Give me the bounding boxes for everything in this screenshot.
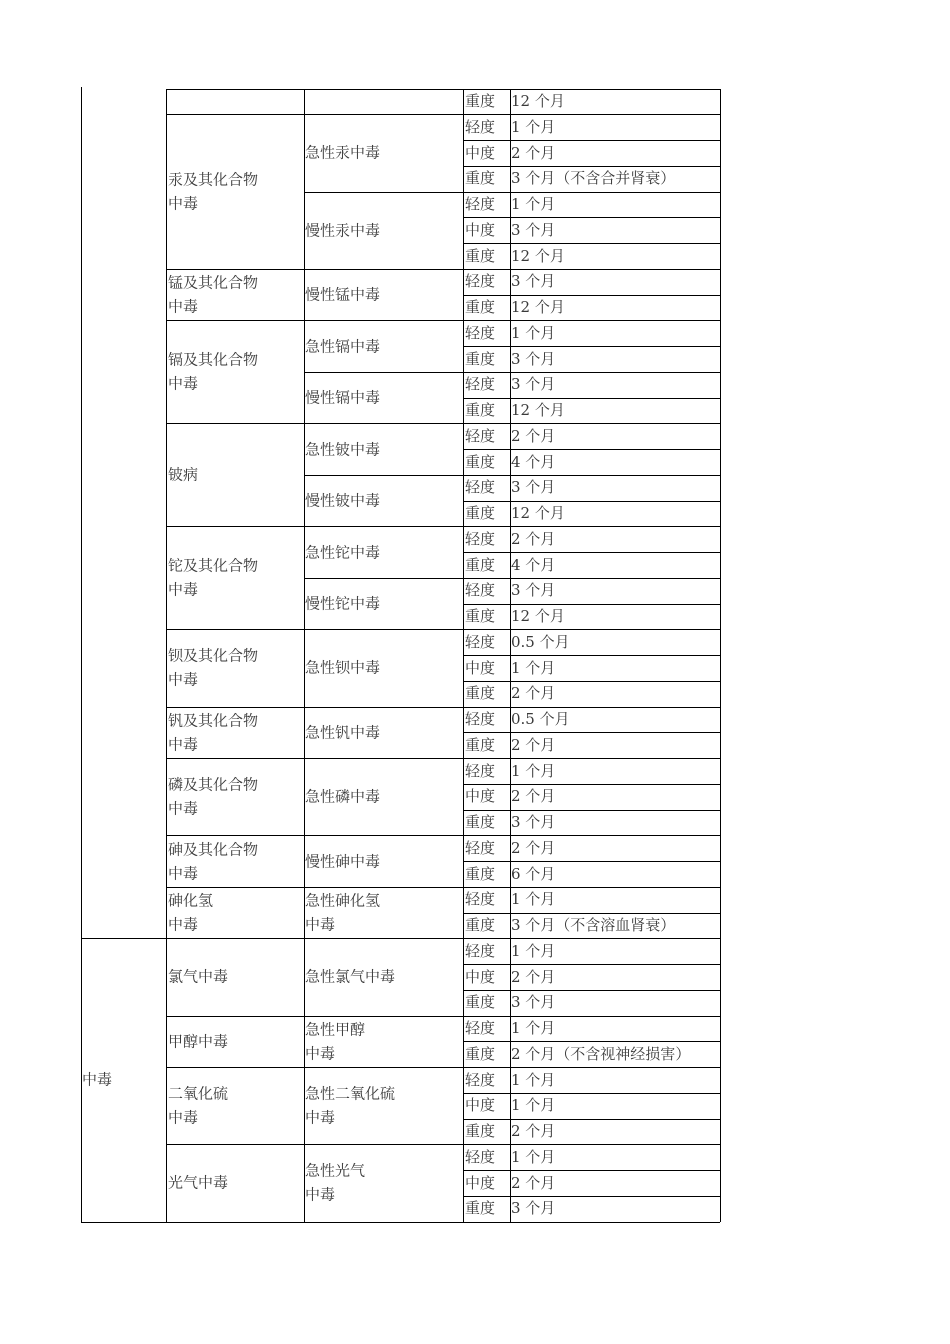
degree-cell: 轻度: [465, 941, 496, 960]
disease-name-cell: 慢性铊中毒: [305, 594, 381, 613]
substance-name-cell: 二氧化硫: [168, 1084, 229, 1103]
degree-cell: 轻度: [465, 426, 496, 445]
table-bottom-border: [81, 1222, 720, 1223]
degree-cell: 重度: [465, 1044, 496, 1063]
substance-name-cell: 中毒: [168, 915, 199, 934]
duration-cell: 12 个月: [511, 92, 565, 110]
degree-cell: 重度: [465, 864, 496, 883]
row-divider: [463, 758, 720, 759]
substance-name-cell: 中毒: [168, 1108, 199, 1127]
disease-divider: [304, 707, 463, 708]
degree-cell: 重度: [465, 813, 496, 831]
disease-name-cell: 急性镉中毒: [305, 337, 381, 355]
row-divider: [463, 243, 720, 244]
degree-cell: 轻度: [465, 890, 496, 909]
disease-divider: [304, 475, 463, 476]
row-divider: [463, 552, 720, 553]
substance-name-cell: 砷及其化合物: [168, 840, 259, 858]
degree-cell: 中度: [465, 967, 496, 986]
substance-name-cell: 钒及其化合物: [168, 711, 259, 730]
row-divider: [463, 1196, 720, 1197]
duration-cell: 4 个月: [511, 555, 556, 574]
duration-cell: 2 个月: [511, 529, 556, 548]
duration-cell: 3 个月: [511, 349, 556, 368]
row-divider: [463, 861, 720, 862]
substance-name-cell: 中毒: [168, 670, 199, 689]
row-divider: [463, 1144, 720, 1145]
row-divider: [463, 1093, 720, 1094]
duration-cell: 2 个月: [511, 684, 556, 703]
row-divider: [463, 526, 720, 527]
disease-divider: [304, 1067, 463, 1068]
row-divider: [463, 1119, 720, 1120]
substance-divider: [166, 1067, 304, 1068]
substance-divider: [166, 114, 304, 115]
disease-name-cell: 急性氯气中毒: [305, 967, 396, 986]
duration-cell: 1 个月: [511, 1070, 556, 1089]
substance-divider: [166, 526, 304, 527]
degree-cell: 中度: [465, 1096, 496, 1115]
degree-cell: 重度: [465, 1122, 496, 1140]
degree-cell: 重度: [465, 684, 496, 703]
duration-cell: 3 个月: [511, 993, 556, 1012]
substance-divider: [166, 423, 304, 424]
degree-cell: 中度: [465, 658, 496, 677]
substance-name-cell: 甲醇中毒: [168, 1032, 229, 1051]
duration-cell: 1 个月: [511, 1147, 556, 1166]
degree-cell: 重度: [465, 607, 496, 625]
substance-name-cell: 铊及其化合物: [168, 556, 259, 575]
degree-cell: 轻度: [465, 478, 496, 497]
duration-cell: 1 个月: [511, 195, 556, 213]
duration-cell: 1 个月: [511, 323, 556, 342]
row-divider: [463, 835, 720, 836]
duration-cell: 1 个月: [511, 941, 556, 960]
disease-name-cell: 急性甲醇: [305, 1020, 366, 1039]
degree-cell: 轻度: [465, 117, 496, 136]
row-divider: [463, 192, 720, 193]
category-cell: 中毒: [82, 1070, 113, 1089]
duration-cell: 1 个月: [511, 1019, 556, 1037]
degree-cell: 重度: [465, 993, 496, 1012]
duration-cell: 6 个月: [511, 864, 556, 883]
row-divider: [463, 320, 720, 321]
disease-divider: [304, 835, 463, 836]
degree-cell: 中度: [465, 787, 496, 806]
disease-name-cell: 中毒: [305, 1185, 336, 1204]
disease-name-cell: 急性汞中毒: [305, 143, 381, 162]
degree-cell: 轻度: [465, 838, 496, 857]
degree-cell: 轻度: [465, 710, 496, 728]
duration-cell: 3 个月（不含溶血肾衰）: [511, 916, 676, 934]
substance-name-cell: 中毒: [168, 194, 199, 213]
disease-divider: [304, 320, 463, 321]
column-line: [463, 89, 464, 1223]
duration-cell: 2 个月: [511, 426, 556, 445]
row-divider: [463, 1067, 720, 1068]
duration-cell: 1 个月: [511, 658, 556, 677]
duration-cell: 0.5 个月: [511, 710, 570, 728]
degree-cell: 轻度: [465, 632, 496, 651]
substance-name-cell: 中毒: [168, 799, 199, 818]
degree-cell: 轻度: [465, 761, 496, 780]
row-divider: [463, 475, 720, 476]
duration-cell: 12 个月: [511, 607, 565, 625]
row-divider: [463, 629, 720, 630]
row-divider: [463, 604, 720, 605]
substance-divider: [166, 1016, 304, 1017]
disease-divider: [304, 423, 463, 424]
degree-cell: 轻度: [465, 1019, 496, 1037]
degree-cell: 重度: [465, 401, 496, 419]
category-divider: [81, 938, 166, 939]
disease-name-cell: 急性钒中毒: [305, 723, 381, 742]
row-divider: [463, 990, 720, 991]
column-line: [720, 89, 721, 1223]
duration-cell: 12 个月: [511, 298, 565, 316]
disease-name-cell: 中毒: [305, 915, 336, 934]
disease-name-cell: 急性二氧化硫: [305, 1084, 396, 1103]
degree-cell: 重度: [465, 349, 496, 368]
table-top-border: [166, 89, 720, 90]
substance-name-cell: 氯气中毒: [168, 967, 229, 986]
degree-cell: 重度: [465, 735, 496, 754]
degree-cell: 轻度: [465, 272, 496, 291]
degree-cell: 轻度: [465, 529, 496, 548]
row-divider: [463, 707, 720, 708]
disease-name-cell: 慢性镉中毒: [305, 388, 381, 407]
duration-cell: 12 个月: [511, 246, 565, 265]
degree-cell: 轻度: [465, 581, 496, 600]
row-divider: [463, 269, 720, 270]
substance-divider: [166, 758, 304, 759]
row-divider: [463, 681, 720, 682]
disease-divider: [304, 1144, 463, 1145]
degree-cell: 中度: [465, 220, 496, 239]
row-divider: [463, 398, 720, 399]
row-divider: [463, 423, 720, 424]
duration-cell: 2 个月: [511, 838, 556, 857]
substance-name-cell: 中毒: [168, 374, 199, 393]
row-divider: [463, 295, 720, 296]
row-divider: [463, 655, 720, 656]
degree-cell: 中度: [465, 143, 496, 162]
row-divider: [463, 449, 720, 450]
degree-cell: 重度: [465, 504, 496, 522]
disease-divider: [304, 758, 463, 759]
row-divider: [463, 784, 720, 785]
substance-divider: [166, 938, 304, 939]
degree-cell: 轻度: [465, 195, 496, 213]
disease-divider: [304, 372, 463, 373]
duration-cell: 3 个月: [511, 581, 556, 600]
row-divider: [463, 501, 720, 502]
degree-cell: 重度: [465, 555, 496, 574]
duration-cell: 3 个月: [511, 220, 556, 239]
row-divider: [463, 1170, 720, 1171]
degree-cell: 重度: [465, 916, 496, 934]
degree-cell: 重度: [465, 169, 496, 188]
disease-divider: [304, 192, 463, 193]
column-line: [510, 89, 511, 1223]
row-divider: [463, 372, 720, 373]
substance-name-cell: 磷及其化合物: [168, 775, 259, 794]
substance-name-cell: 中毒: [168, 580, 199, 599]
row-divider: [463, 578, 720, 579]
row-divider: [463, 964, 720, 965]
substance-name-cell: 锰及其化合物: [168, 273, 259, 292]
disease-divider: [304, 629, 463, 630]
substance-divider: [166, 629, 304, 630]
row-divider: [463, 1016, 720, 1017]
disease-name-cell: 急性铍中毒: [305, 440, 381, 458]
duration-cell: 1 个月: [511, 890, 556, 909]
degree-cell: 重度: [465, 452, 496, 471]
substance-name-cell: 铍病: [168, 465, 199, 484]
degree-cell: 轻度: [465, 1147, 496, 1166]
degree-cell: 轻度: [465, 375, 496, 394]
substance-name-cell: 镉及其化合物: [168, 350, 259, 369]
degree-cell: 中度: [465, 1173, 496, 1192]
duration-cell: 2 个月: [511, 1173, 556, 1192]
degree-cell: 重度: [465, 298, 496, 316]
duration-cell: 1 个月: [511, 761, 556, 780]
duration-cell: 1 个月: [511, 1096, 556, 1115]
duration-cell: 2 个月: [511, 1122, 556, 1140]
disease-divider: [304, 269, 463, 270]
disease-divider: [304, 114, 463, 115]
substance-divider: [166, 320, 304, 321]
substance-name-cell: 汞及其化合物: [168, 170, 259, 189]
disease-name-cell: 慢性汞中毒: [305, 221, 381, 240]
degree-cell: 轻度: [465, 323, 496, 342]
duration-cell: 12 个月: [511, 504, 565, 522]
row-divider: [463, 887, 720, 888]
duration-cell: 2 个月: [511, 143, 556, 162]
row-divider: [463, 732, 720, 733]
disease-name-cell: 慢性砷中毒: [305, 852, 381, 870]
substance-name-cell: 中毒: [168, 735, 199, 754]
substance-divider: [166, 1144, 304, 1145]
disease-name-cell: 急性钡中毒: [305, 658, 381, 677]
row-divider: [463, 346, 720, 347]
duration-cell: 2 个月: [511, 787, 556, 806]
disease-name-cell: 中毒: [305, 1044, 336, 1063]
duration-cell: 0.5 个月: [511, 632, 570, 651]
degree-cell: 重度: [465, 92, 496, 110]
disease-divider: [304, 578, 463, 579]
column-line: [166, 89, 167, 1223]
duration-cell: 3 个月: [511, 1199, 556, 1218]
substance-name-cell: 中毒: [168, 297, 199, 316]
duration-cell: 3 个月（不含合并肾衰）: [511, 169, 676, 188]
disease-divider: [304, 526, 463, 527]
column-line: [81, 87, 82, 1222]
degree-cell: 重度: [465, 246, 496, 265]
duration-cell: 3 个月: [511, 813, 556, 831]
disease-name-cell: 慢性锰中毒: [305, 285, 381, 304]
duration-cell: 2 个月: [511, 967, 556, 986]
row-divider: [463, 114, 720, 115]
duration-cell: 12 个月: [511, 401, 565, 419]
disease-name-cell: 急性磷中毒: [305, 787, 381, 806]
substance-name-cell: 砷化氢: [168, 891, 214, 910]
column-line: [304, 89, 305, 1223]
duration-cell: 2 个月（不含视神经损害）: [511, 1044, 691, 1063]
substance-name-cell: 光气中毒: [168, 1173, 229, 1192]
duration-cell: 3 个月: [511, 375, 556, 394]
disease-divider: [304, 938, 463, 939]
duration-cell: 2 个月: [511, 735, 556, 754]
substance-name-cell: 钡及其化合物: [168, 646, 259, 665]
duration-cell: 3 个月: [511, 478, 556, 497]
row-divider: [463, 810, 720, 811]
disease-name-cell: 急性砷化氢: [305, 891, 381, 910]
row-divider: [463, 938, 720, 939]
degree-cell: 轻度: [465, 1070, 496, 1089]
duration-cell: 1 个月: [511, 117, 556, 136]
disease-name-cell: 急性铊中毒: [305, 543, 381, 561]
disease-name-cell: 中毒: [305, 1108, 336, 1127]
degree-cell: 重度: [465, 1199, 496, 1218]
substance-name-cell: 中毒: [168, 864, 199, 882]
disease-name-cell: 慢性铍中毒: [305, 491, 381, 510]
disease-name-cell: 急性光气: [305, 1161, 366, 1180]
duration-cell: 4 个月: [511, 452, 556, 471]
row-divider: [463, 140, 720, 141]
row-divider: [463, 217, 720, 218]
duration-cell: 3 个月: [511, 272, 556, 291]
